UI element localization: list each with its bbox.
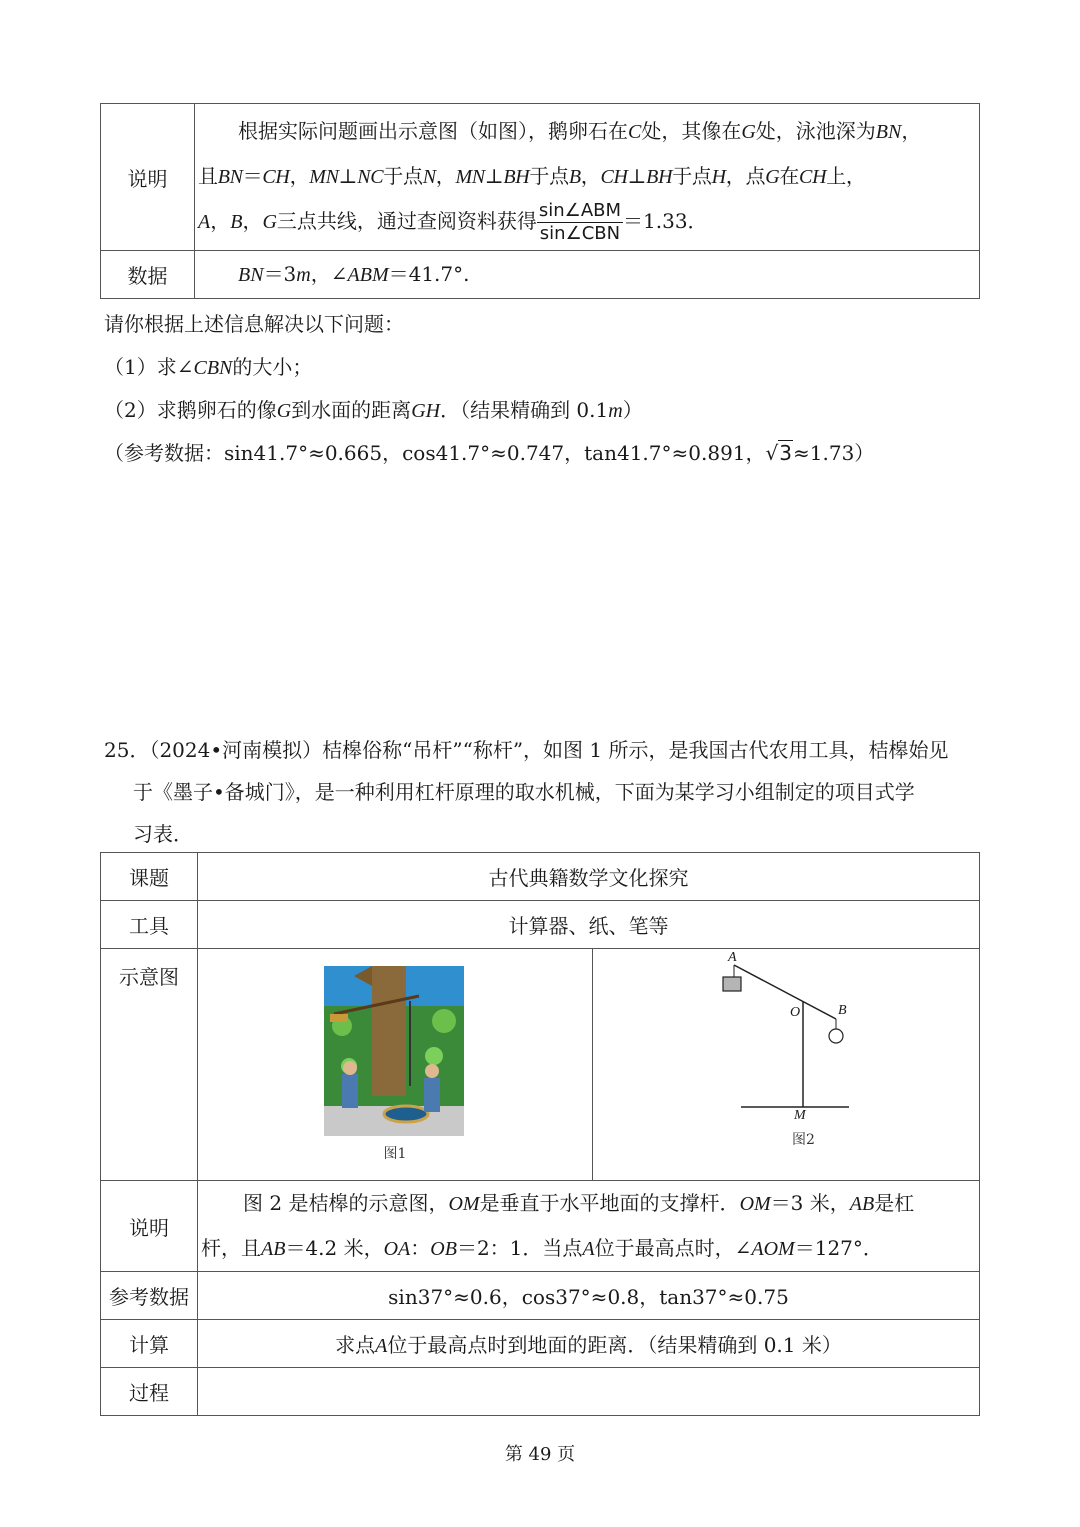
process-label: 过程 (101, 1368, 198, 1416)
sqrt-radicand: 3 (779, 441, 793, 465)
desc-var: AB (261, 1238, 286, 1260)
desc-var: G (262, 211, 277, 233)
desc-line-1 (198, 109, 979, 154)
topic-label: 课题 (101, 853, 198, 901)
desc-text: ＝ (242, 164, 263, 188)
ref-data-value: sin37°≈0.6，cos37°≈0.8，tan37°≈0.75 (198, 1272, 980, 1320)
desc-var: B (568, 166, 581, 188)
desc-line-2 (198, 154, 979, 199)
ref-text: （参考数据：sin41.7°≈0.665，cos41.7°≈0.747，tan41.7°≈0.891， (104, 441, 766, 465)
desc-var: C (628, 121, 642, 143)
calc-label: 计算 (101, 1320, 198, 1368)
desc-text: 于点 (383, 164, 423, 188)
desc-text: 处，其像在 (641, 119, 742, 143)
q-text: 到水面的距离 (291, 398, 412, 422)
figure-2-caption: 图2 (792, 1132, 815, 1148)
figure-1-illustration (324, 966, 464, 1136)
well-sweep-illustration (324, 966, 464, 1136)
figure-2-cell (593, 949, 980, 1181)
description-line-2 (201, 1226, 979, 1271)
q-text: ） (622, 398, 643, 422)
diagram-label: 示意图 (101, 949, 198, 1181)
desc-text: ＝3 米， (770, 1191, 850, 1215)
topic-value: 古代典籍数学文化探究 (198, 853, 980, 901)
problem-25-line-3: 习表． (133, 822, 193, 846)
shuju-content (195, 251, 980, 299)
data-text: ，∠ (310, 262, 348, 286)
data-var: BN (238, 264, 264, 286)
desc-text: ， (242, 209, 263, 233)
desc-text: ⊥ (627, 164, 647, 188)
page-number: 第 49 页 (504, 1444, 576, 1465)
desc-text: ，点 (725, 164, 766, 188)
calc-text: 求点 (335, 1333, 376, 1357)
desc-var: A (198, 211, 211, 233)
desc-var: OA (383, 1238, 411, 1260)
desc-text: 上， (826, 164, 866, 188)
desc-text: ＝2：1．当点 (456, 1236, 583, 1260)
ref-data-label: 参考数据 (101, 1272, 198, 1320)
desc-text: 图 2 是桔槔的示意图， (243, 1191, 449, 1215)
question-1 (104, 351, 312, 380)
description-line-1 (201, 1181, 979, 1226)
desc-text: 位于最高点时，∠ (594, 1236, 752, 1260)
desc-text: 是垂直于水平地面的支撑杆． (479, 1191, 740, 1215)
desc-var: BH (503, 166, 530, 188)
desc-var: OB (430, 1238, 457, 1260)
desc-text: ⊥ (338, 164, 358, 188)
desc-text: 处，泳池深为 (755, 119, 876, 143)
point-m-label: M (794, 1108, 806, 1123)
figure-1-caption: 图1 (383, 1146, 407, 1162)
desc-var: BN (875, 121, 902, 143)
desc-text: ＝1.33． (623, 209, 708, 233)
desc-text: ， (210, 209, 231, 233)
desc-var: A (582, 1238, 595, 1260)
description-content (198, 1181, 980, 1272)
question-intro: 请你根据上述信息解决以下问题： (104, 312, 404, 336)
calc-text: 位于最高点时到地面的距离．（结果精确到 0.1 米） (387, 1333, 842, 1357)
desc-text: ⊥ (484, 164, 504, 188)
fraction-denominator: sin∠CBN (539, 223, 621, 244)
point-o-label: O (790, 1005, 801, 1020)
counterweight-block (723, 977, 741, 991)
desc-text: 且 (198, 164, 218, 188)
question-2 (104, 394, 643, 423)
desc-line-3 (198, 199, 979, 245)
desc-var: MN (455, 166, 485, 188)
q-var: G (276, 400, 292, 422)
desc-text: ＝127°． (794, 1236, 883, 1260)
desc-var: AOM (751, 1238, 795, 1260)
calc-var: A (375, 1335, 388, 1357)
desc-var: N (422, 166, 436, 188)
point-a-label: A (728, 950, 737, 965)
lever-rod-ab (734, 965, 836, 1019)
desc-var: BH (646, 166, 673, 188)
q-var: GH (411, 400, 441, 422)
desc-text: ， (901, 119, 922, 143)
desc-var: CH (600, 166, 628, 188)
problem-25-line-1: 25．（2024•河南模拟）桔槔俗称“吊杆”“称杆”，如图 1 所示，是我国古代农用工具，桔槔始见 (104, 738, 949, 762)
desc-var: OM (739, 1193, 771, 1215)
desc-text: ， (580, 164, 601, 188)
q-text: （1）求∠ (104, 355, 194, 379)
desc-var: OM (448, 1193, 480, 1215)
desc-var: B (230, 211, 243, 233)
desc-var: NC (357, 166, 384, 188)
data-var: m (296, 264, 311, 286)
shuoming-label: 说明 (101, 104, 195, 251)
description-label: 说明 (101, 1181, 198, 1272)
reference-data (104, 437, 874, 466)
shuju-label: 数据 (101, 251, 195, 299)
desc-var: CH (799, 166, 827, 188)
desc-text: ， (289, 164, 310, 188)
desc-var: G (741, 121, 756, 143)
desc-var: BN (217, 166, 243, 188)
desc-var: MN (309, 166, 339, 188)
data-text: ＝3 (263, 262, 297, 286)
desc-var: AB (849, 1193, 875, 1215)
process-value[interactable] (198, 1368, 980, 1416)
q-var: CBN (193, 357, 233, 379)
point-b-label: B (838, 1003, 847, 1018)
problem-25-line-2: 于《墨子•备城门》，是一种利用杠杆原理的取水机械，下面为某学习小组制定的项目式学 (133, 780, 915, 804)
ref-text: ≈1.73） (793, 441, 875, 465)
data-text: ＝41.7°. (388, 262, 470, 286)
desc-var: CH (262, 166, 290, 188)
desc-text: 在 (779, 164, 800, 188)
lever-diagram (593, 949, 979, 1181)
calc-value (198, 1320, 980, 1368)
q-var: m (608, 400, 623, 422)
fraction-numerator: sin∠ABM (538, 200, 622, 221)
shuoming-content (195, 104, 980, 251)
desc-text: 三点共线，通过查阅资料获得 (276, 209, 537, 233)
top-info-table (100, 103, 980, 299)
q-text: ．（结果精确到 0.1 (440, 398, 609, 422)
desc-var: G (765, 166, 780, 188)
desc-text: 于点 (529, 164, 569, 188)
desc-text: 于点 (672, 164, 712, 188)
desc-text: 是杠 (874, 1191, 915, 1215)
bucket-circle (829, 1029, 843, 1043)
desc-text: ， (435, 164, 456, 188)
data-var: ABM (347, 264, 389, 286)
project-study-table (100, 852, 980, 1416)
figure-1-cell (198, 949, 593, 1181)
q-text: 的大小； (232, 355, 313, 379)
desc-text: ： (410, 1236, 431, 1260)
tools-value: 计算器、纸、笔等 (198, 901, 980, 949)
sqrt-symbol: √3 (765, 441, 793, 465)
q-text: （2）求鹅卵石的像 (104, 398, 277, 422)
desc-text: 根据实际问题画出示意图（如图），鹅卵石在 (238, 119, 628, 143)
desc-var: H (711, 166, 726, 188)
desc-text: 杆，且 (201, 1236, 261, 1260)
desc-text: ＝4.2 米， (285, 1236, 384, 1260)
tools-label: 工具 (101, 901, 198, 949)
sin-ratio-fraction (537, 200, 623, 245)
